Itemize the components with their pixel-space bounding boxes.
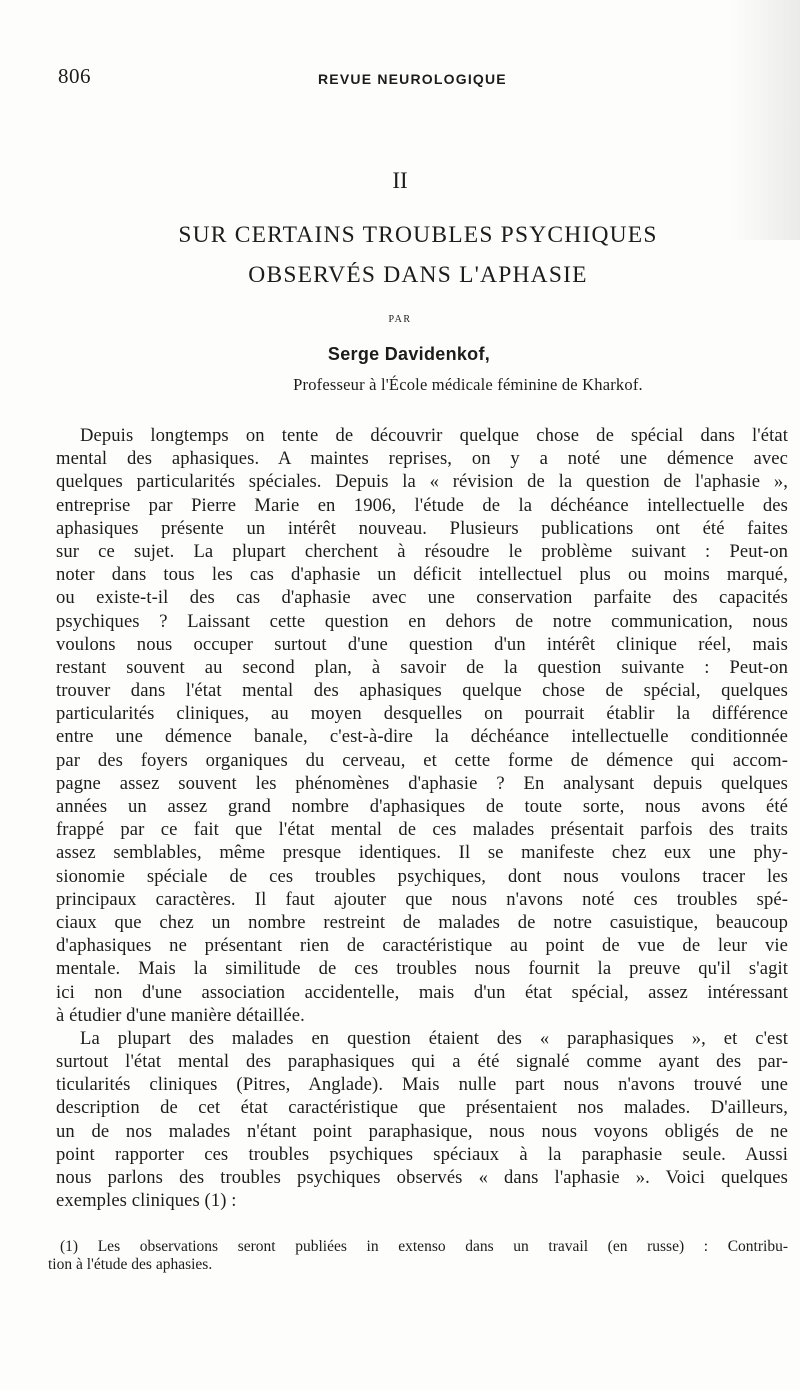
body-line: point rapporter ces troubles psychiques spéciaux à la paraphasie seule. Aussi [56, 1143, 788, 1165]
body-line: Depuis longtemps on tente de découvrir quelque chose de spécial dans l'état [80, 425, 788, 446]
body-line: ici non d'une association accidentelle, mais d'un état spécial, assez intéressant [56, 981, 788, 1003]
body-line: par des foyers organiques du cerveau, et cette forme de démence qui accom- [56, 749, 788, 771]
body-line: sionomie spéciale de ces troubles psychiques, dont nous voulons tracer les [56, 865, 788, 887]
body-line: La plupart des malades en question étaient des « paraphasiques », et c'est [80, 1027, 788, 1049]
page-edge-shadow [730, 0, 800, 240]
body-line: surtout l'état mental des paraphasiques qui a été signalé comme ayant des par- [56, 1051, 788, 1073]
body-line: années un assez grand nombre d'aphasiques de toute sorte, nous avons été [56, 796, 788, 817]
body-line: pagne assez souvent les phénomènes d'aphasie ? En analysant depuis quelques [56, 772, 788, 794]
author-name: Serge Davidenkof, [327, 344, 491, 364]
body-line: ou existe-t-il des cas d'aphasie avec une conservation parfaite des capacités [56, 587, 788, 609]
footnote-line: tion à l'étude des aphasies. [48, 1256, 213, 1273]
section-number: II [392, 168, 408, 193]
body-line: psychiques ? Laissant cette question en dehors de notre communication, nous [56, 610, 788, 632]
body-line: mental des aphasiques. A maintes reprises, on y a noté une démence avec [56, 448, 788, 470]
body-line: noter dans tous les cas d'aphasie un déficit intellectuel plus ou moins marqué, [56, 564, 788, 586]
body-line: description de cet état caractéristique que présentaient nos malades. D'ailleurs, [56, 1097, 788, 1119]
body-line: trouver dans l'état mental des aphasiques quelque chose de spécial, quelques [56, 680, 788, 702]
byline-par: PAR [388, 314, 412, 325]
body-line: restant souvent au second plan, à savoir de la question suivante : Peut-on [56, 656, 788, 678]
article-title-line-1: SUR CERTAINS TROUBLES PSYCHIQUES [178, 222, 658, 248]
body-line: voulons nous occuper surtout d'une question d'un intérêt clinique réel, mais [56, 633, 788, 655]
body-line: principaux caractères. Il faut ajouter que nous n'avons noté ces troubles spé- [56, 888, 788, 910]
body-line: nous parlons des troubles psychiques observés « dans l'aphasie ». Voici quelques [56, 1167, 788, 1188]
body-line: ciaux que chez un nombre restreint de malades de notre casuistique, beaucoup [56, 911, 788, 933]
body-line: frappé par ce fait que l'état mental de ces malades présentait parfois des traits [56, 819, 788, 841]
footnote-line: (1) Les observations seront publiées in extenso dans un travail (en russe) : Contribu- [60, 1238, 788, 1255]
body-line: sur ce sujet. La plupart cherchent à résoudre le problème suivant : Peut-on [56, 540, 788, 562]
body-line: à étudier d'une manière détaillée. [56, 1004, 305, 1026]
page-number: 806 [58, 64, 91, 88]
running-head: REVUE NEUROLOGIQUE [318, 71, 507, 87]
body-line: entre une démence banale, c'est-à-dire la déchéance intellectuelle conditionnée [56, 726, 788, 748]
body-line: quelques particularités spéciales. Depuis la « révision de la question de l'aphasie », [56, 471, 788, 493]
body-line: d'aphasiques ne présentant rien de caractéristique au point de vue de leur vie [56, 935, 788, 957]
body-line: aphasiques présente un intérêt nouveau. Plusieurs publications ont été faites [56, 517, 788, 539]
article-body [56, 424, 788, 1212]
body-line: particularités cliniques, au moyen desquelles on pourrait établir la différence [56, 703, 788, 725]
body-line: ticularités cliniques (Pitres, Anglade). Mais nulle part nous n'avons trouvé une [56, 1074, 788, 1096]
body-line: assez semblables, même presque identiques. Il se manifeste chez eux une phy- [56, 842, 788, 864]
author-affiliation: Professeur à l'École médicale féminine de Kharkof. [293, 375, 643, 394]
body-line: mentale. Mais la similitude de ces troubles nous fournit la preuve qu'il s'agit [56, 958, 788, 980]
footnote [48, 1238, 788, 1274]
article-title-line-2: OBSERVÉS DANS L'APHASIE [248, 262, 588, 288]
body-line: entreprise par Pierre Marie en 1906, l'étude de la déchéance intellectuelle des [56, 494, 788, 516]
body-line: un de nos malades n'étant point paraphasique, nous nous voyons obligés de ne [56, 1120, 788, 1142]
body-line: exemples cliniques (1) : [56, 1190, 237, 1212]
